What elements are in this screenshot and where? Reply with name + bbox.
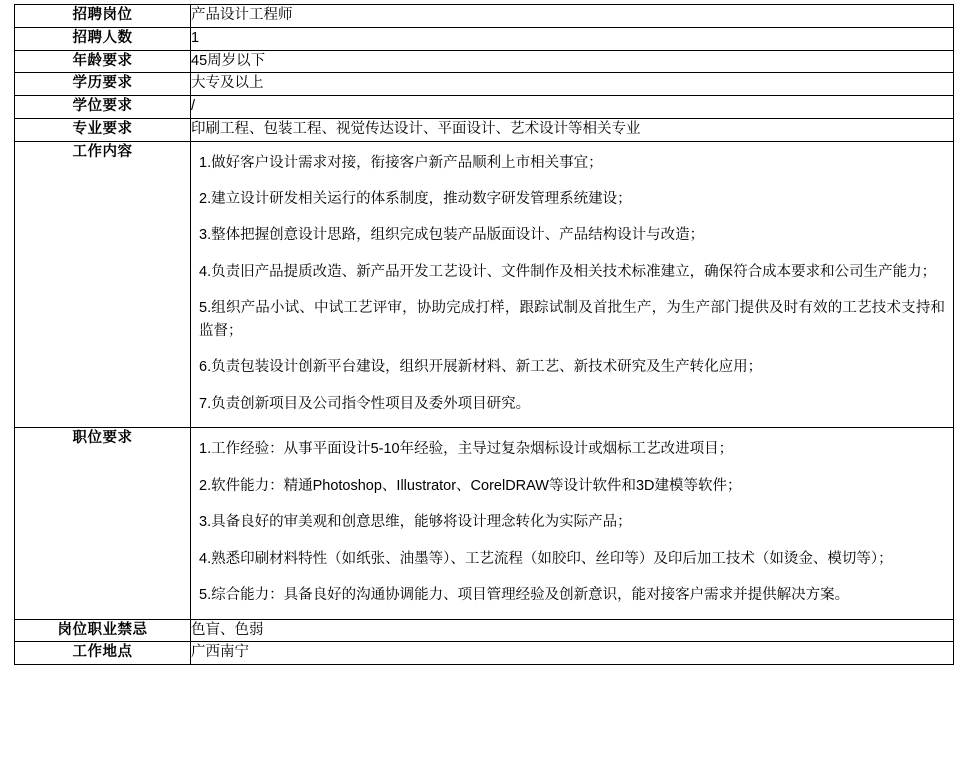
table-row bbox=[15, 428, 954, 619]
row-value-job-requirements bbox=[191, 428, 954, 619]
job-requirement-line: 3.具备良好的审美观和创意思维，能够将设计理念转化为实际产品； bbox=[199, 514, 632, 531]
job-requirement-line: 5.综合能力：具备良好的沟通协调能力、项目管理经验及创新意识，能对接客户需求并提供解决方案。 bbox=[199, 587, 850, 604]
job-content-line: 5.组织产品小试、中试工艺评审，协助完成打样，跟踪试制及首批生产，为生产部门提供及时有效的工艺技术支持和监督； bbox=[199, 300, 945, 339]
row-label-degree: 学位要求 bbox=[15, 96, 191, 119]
value-text: 色盲、色弱 bbox=[191, 621, 264, 638]
row-label-major: 专业要求 bbox=[15, 118, 191, 141]
value-text: 45周岁以下 bbox=[191, 52, 266, 69]
row-value-headcount bbox=[191, 27, 954, 50]
value-text: 产品设计工程师 bbox=[191, 7, 293, 23]
job-requirement-line: 1.工作经验：从事平面设计5-10年经验，主导过复杂烟标设计或烟标工艺改进项目； bbox=[199, 441, 734, 458]
job-content-line: 7.负责创新项目及公司指令性项目及委外项目研究。 bbox=[199, 395, 531, 412]
row-label-position: 招聘岗位 bbox=[15, 5, 191, 28]
row-label-headcount: 招聘人数 bbox=[15, 27, 191, 50]
row-value-major bbox=[191, 118, 954, 141]
value-text: 广西南宁 bbox=[191, 644, 249, 661]
job-content-line: 6.负责包装设计创新平台建设，组织开展新材料、新工艺、新技术研究及生产转化应用； bbox=[199, 359, 763, 376]
job-content-line: 4.负责旧产品提质改造、新产品开发工艺设计、文件制作及相关技术标准建立，确保符合成本要求和公司生产能力； bbox=[199, 263, 937, 280]
row-value-degree bbox=[191, 96, 954, 119]
row-label-work-location: 工作地点 bbox=[15, 642, 191, 665]
table-row bbox=[15, 118, 954, 141]
value-text: 1 bbox=[191, 29, 200, 46]
table-row bbox=[15, 141, 954, 428]
table-body bbox=[15, 5, 954, 665]
table-row bbox=[15, 73, 954, 96]
row-value-age bbox=[191, 50, 954, 73]
row-label-job-requirements: 职位要求 bbox=[15, 428, 191, 619]
job-requirement-line: 2.软件能力：精通Photoshop、Illustrator、CorelDRAW等设计软件和3D建模等软件； bbox=[199, 477, 742, 494]
table-row bbox=[15, 50, 954, 73]
row-label-occupational-contraindications: 岗位职业禁忌 bbox=[15, 619, 191, 642]
table-row bbox=[15, 619, 954, 642]
job-content-line: 2.建立设计研发相关运行的体系制度，推动数字研发管理系统建设； bbox=[199, 190, 632, 207]
row-value-education bbox=[191, 73, 954, 96]
value-text: / bbox=[191, 98, 196, 114]
job-requirement-line: 4.熟悉印刷材料特性（如纸张、油墨等）、工艺流程（如胶印、丝印等）及印后加工技术（如烫金、模切等）； bbox=[199, 550, 893, 567]
job-posting-table bbox=[14, 4, 954, 665]
table-row bbox=[15, 642, 954, 665]
row-value-occupational-contraindications bbox=[191, 619, 954, 642]
row-value-work-location bbox=[191, 642, 954, 665]
row-value-job-content bbox=[191, 141, 954, 428]
table-row bbox=[15, 5, 954, 28]
row-label-education: 学历要求 bbox=[15, 73, 191, 96]
row-label-job-content: 工作内容 bbox=[15, 141, 191, 428]
table-row bbox=[15, 27, 954, 50]
job-content-line: 3.整体把握创意设计思路，组织完成包装产品版面设计、产品结构设计与改造； bbox=[199, 227, 705, 244]
value-text: 印刷工程、包装工程、视觉传达设计、平面设计、艺术设计等相关专业 bbox=[191, 120, 641, 137]
value-text: 大专及以上 bbox=[191, 75, 264, 92]
row-label-age: 年龄要求 bbox=[15, 50, 191, 73]
row-value-position bbox=[191, 5, 954, 28]
job-content-line: 1.做好客户设计需求对接，衔接客户新产品顺利上市相关事宜； bbox=[199, 154, 603, 171]
table-row bbox=[15, 96, 954, 119]
